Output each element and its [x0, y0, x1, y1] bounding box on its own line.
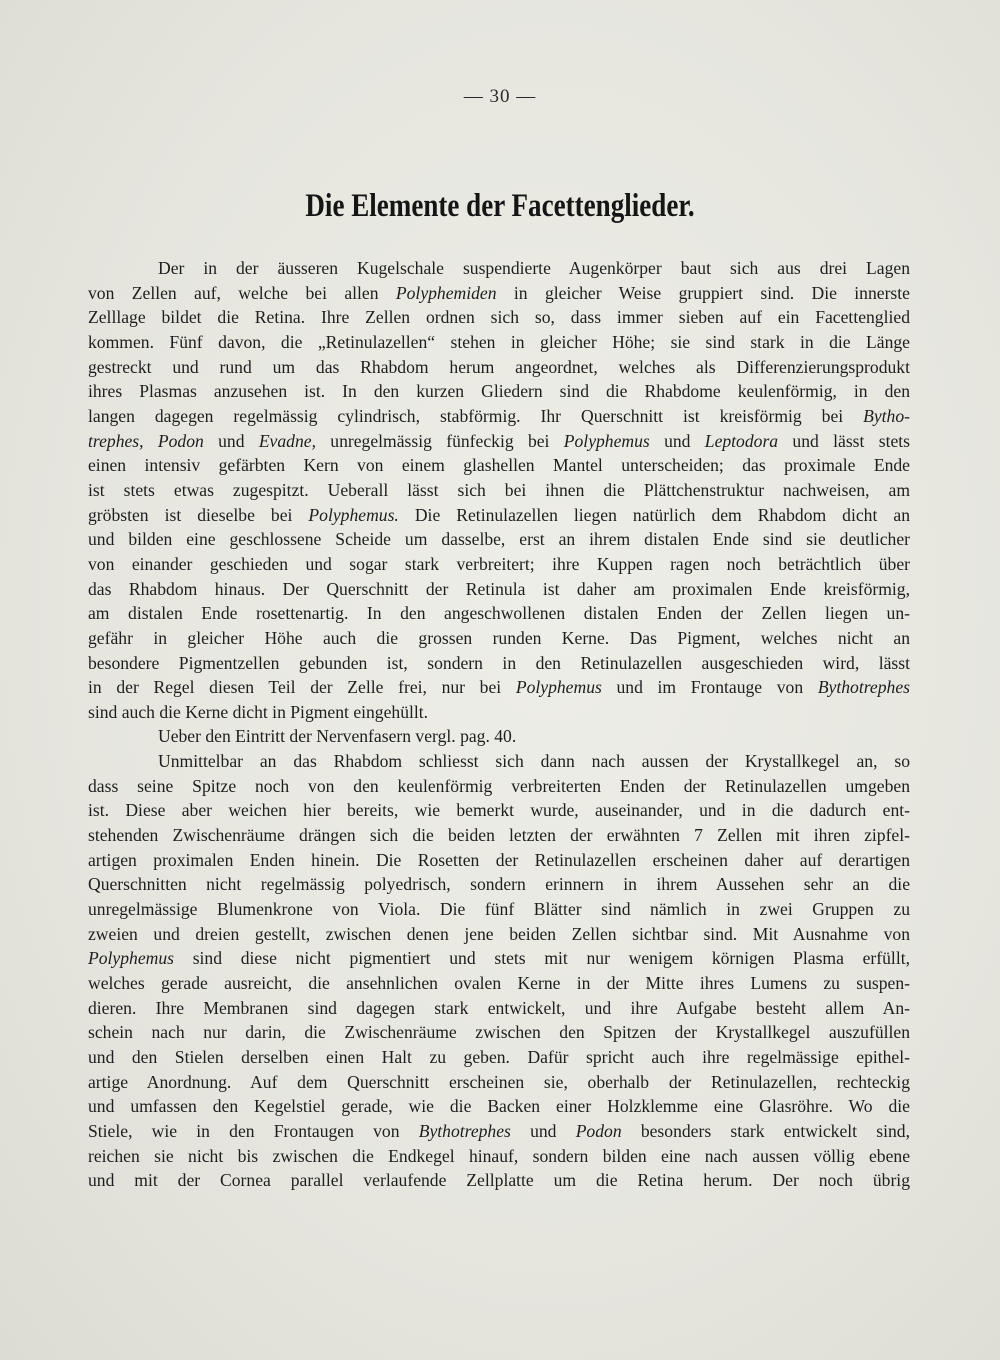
text-line [88, 848, 910, 873]
text-segment: ist stets etwas zugespitzt. Ueberall lässt sich bei ihnen die Plättchenstruktur nachweisen, am [88, 479, 910, 500]
text-segment: reichen sie nicht bis zwischen die Endkegel hinauf, sondern bilden eine nach aussen völlig ebene [88, 1145, 910, 1166]
text-line [88, 749, 910, 774]
italic-text-segment: Leptodora [704, 430, 779, 451]
text-line [88, 774, 910, 799]
text-segment: und im Frontauge von [601, 677, 818, 698]
body-text [88, 256, 910, 1193]
text-segment: stehenden Zwischenräume drängen sich die beiden letzten der erwähnten 7 Zellen mit ihren zipfel- [88, 825, 910, 846]
italic-text-segment: Bythotrephes [817, 677, 910, 698]
text-segment: kommen. Fünf davon, die „Retinulazellen“ stehen in gleicher Höhe; sie sind stark in die Länge [88, 331, 910, 352]
text-segment: einen intensiv gefärbten Kern von einem glashellen Mantel unterscheiden; das proximale Ende [88, 455, 910, 476]
text-line [88, 724, 910, 749]
text-segment: und [649, 430, 705, 451]
text-segment: besonders stark entwickelt sind, [621, 1120, 910, 1141]
text-segment: und den Stielen derselben einen Halt zu geben. Dafür spricht auch ihre regelmässige epithel- [88, 1047, 910, 1067]
italic-text-segment: Bythotrephes [418, 1120, 511, 1141]
text-segment: gröbsten ist dieselbe bei [88, 504, 309, 525]
text-line [88, 1020, 910, 1045]
text-line [88, 281, 910, 306]
page-number: — 30 — [463, 86, 537, 107]
italic-text-segment: Podon [575, 1120, 622, 1141]
text-line [88, 256, 910, 281]
text-line [88, 1144, 910, 1169]
text-segment: gestreckt und rund um das Rhabdom herum angeordnet, welches als Differenzierungsprodukt [88, 356, 910, 377]
text-line [88, 922, 910, 947]
text-segment: Die Retinulazellen liegen natürlich dem Rhabdom dicht an [398, 504, 910, 525]
text-segment: zweien und dreien gestellt, zwischen denen jene beiden Zellen sichtbar sind. Mit Ausnahme von [88, 923, 910, 944]
text-segment: sind diese nicht pigmentiert und stets mit nur wenigem körnigen Plasma erfüllt, [174, 948, 910, 969]
italic-text-segment: trephes, Podon [88, 430, 204, 451]
text-segment: das Rhabdom hinaus. Der Querschnitt der Retinula ist daher am proximalen Ende kreisförmig, [88, 578, 910, 599]
text-line [88, 601, 910, 626]
text-segment: ist. Diese aber weichen hier bereits, wie bemerkt wurde, auseinander, und in die dadurch ent- [88, 800, 910, 821]
text-line [88, 552, 910, 577]
text-line [88, 330, 910, 355]
text-line [88, 305, 910, 330]
text-segment: sind auch die Kerne dicht in Pigment eingehüllt. [88, 701, 429, 722]
italic-text-segment: Evadne, [258, 430, 316, 451]
text-line [88, 946, 910, 971]
text-segment: langen dagegen regelmässig cylindrisch, stabförmig. Ihr Querschnitt ist kreisförmig bei [88, 405, 864, 426]
text-line [88, 996, 910, 1021]
text-segment: Unmittelbar an das Rhabdom schliesst sich dann nach aussen der Krystallkegel an, so [158, 751, 910, 772]
text-line [88, 700, 910, 725]
text-segment: Der in der äusseren Kugelschale suspendierte Augenkörper baut sich aus drei Lagen [158, 258, 910, 278]
text-segment: am distalen Ende rosettenartig. In den angeschwollenen distalen Enden der Zellen liegen un- [88, 603, 910, 624]
text-segment: dass seine Spitze noch von den keulenförmig verbreiterten Enden der Retinulazellen umgeben [88, 775, 910, 796]
text-line [88, 1070, 910, 1095]
text-line [88, 823, 910, 848]
text-segment: Ueber den Eintritt der Nervenfasern vergl. pag. 40. [158, 726, 517, 747]
text-segment: unregelmässige Blumenkrone von Viola. Die fünf Blätter sind nämlich in zwei Gruppen zu [88, 899, 910, 920]
text-line [88, 429, 910, 454]
text-line [88, 897, 910, 922]
italic-text-segment: Polyphemiden [395, 282, 497, 303]
text-segment: und lässt stets [778, 430, 910, 451]
text-line [88, 1168, 910, 1193]
text-segment: in gleicher Weise gruppiert sind. Die innerste [496, 282, 910, 303]
text-segment: ihres Plasmas anzusehen ist. In den kurzen Gliedern sind die Rhabdome keulenförmig, in den [88, 381, 910, 402]
text-line [88, 675, 910, 700]
text-line [88, 577, 910, 602]
text-segment: von Zellen auf, welche bei allen [88, 282, 396, 303]
italic-text-segment: Polyphemus [563, 430, 650, 451]
section-title: Die Elemente der Facettenglieder. [305, 188, 695, 224]
text-segment: und mit der Cornea parallel verlaufende Zellplatte um die Retina herum. Der noch übrig [88, 1170, 910, 1191]
italic-text-segment: Polyphemus [88, 948, 174, 969]
italic-text-segment: Polyphemus [515, 677, 602, 698]
text-line [88, 527, 910, 552]
text-segment: Querschnitten nicht regelmässig polyedrisch, sondern erinnern in ihrem Aussehen sehr an die [88, 874, 910, 895]
text-segment: und bilden eine geschlossene Scheide um dasselbe, erst an ihrem distalen Ende sind sie deutlicher [88, 529, 910, 550]
italic-text-segment: Polyphemus. [308, 504, 399, 525]
text-segment: artigen proximalen Enden hinein. Die Rosetten der Retinulazellen erscheinen daher auf derartigen [88, 849, 910, 870]
text-line [88, 798, 910, 823]
text-line [88, 379, 910, 404]
text-line [88, 651, 910, 676]
text-line [88, 453, 910, 478]
italic-text-segment: Bytho- [863, 405, 910, 426]
text-segment: artige Anordnung. Auf dem Querschnitt erscheinen sie, oberhalb der Retinulazellen, rechteckig [88, 1071, 910, 1092]
text-segment: welches gerade ausreicht, die ansehnlichen ovalen Kerne in der Mitte ihres Lumens zu suspen- [88, 973, 910, 994]
text-line [88, 1045, 910, 1070]
text-segment: besondere Pigmentzellen gebunden ist, sondern in den Retinulazellen ausgeschieden wird, lässt [88, 652, 910, 673]
text-segment: in der Regel diesen Teil der Zelle frei, nur bei [88, 677, 516, 698]
text-line [88, 1094, 910, 1119]
text-line [88, 503, 910, 528]
text-segment: Zelllage bildet die Retina. Ihre Zellen ordnen sich so, dass immer sieben auf ein Facettenglied [88, 307, 910, 328]
text-line [88, 971, 910, 996]
text-line [88, 355, 910, 380]
text-segment: gefähr in gleicher Höhe auch die grossen runden Kerne. Das Pigment, welches nicht an [88, 627, 910, 648]
text-segment: unregelmässig fünfeckig bei [315, 430, 564, 451]
text-line [88, 404, 910, 429]
text-line [88, 1119, 910, 1144]
text-segment: schein nach nur darin, die Zwischenräume zwischen den Spitzen der Krystallkegel auszufüllen [88, 1022, 910, 1043]
text-segment: und [203, 430, 259, 451]
text-segment: dieren. Ihre Membranen sind dagegen stark entwickelt, und ihre Aufgabe besteht allem An- [88, 997, 910, 1018]
text-segment: und [510, 1120, 576, 1141]
text-line [88, 872, 910, 897]
text-segment: Stiele, wie in den Frontaugen von [88, 1120, 419, 1141]
text-line [88, 626, 910, 651]
text-segment: von einander geschieden und sogar stark verbreitert; ihre Kuppen ragen noch beträchtlich über [88, 553, 910, 574]
text-segment: und umfassen den Kegelstiel gerade, wie die Backen einer Holzklemme eine Glasröhre. Wo die [88, 1096, 910, 1117]
text-line [88, 478, 910, 503]
